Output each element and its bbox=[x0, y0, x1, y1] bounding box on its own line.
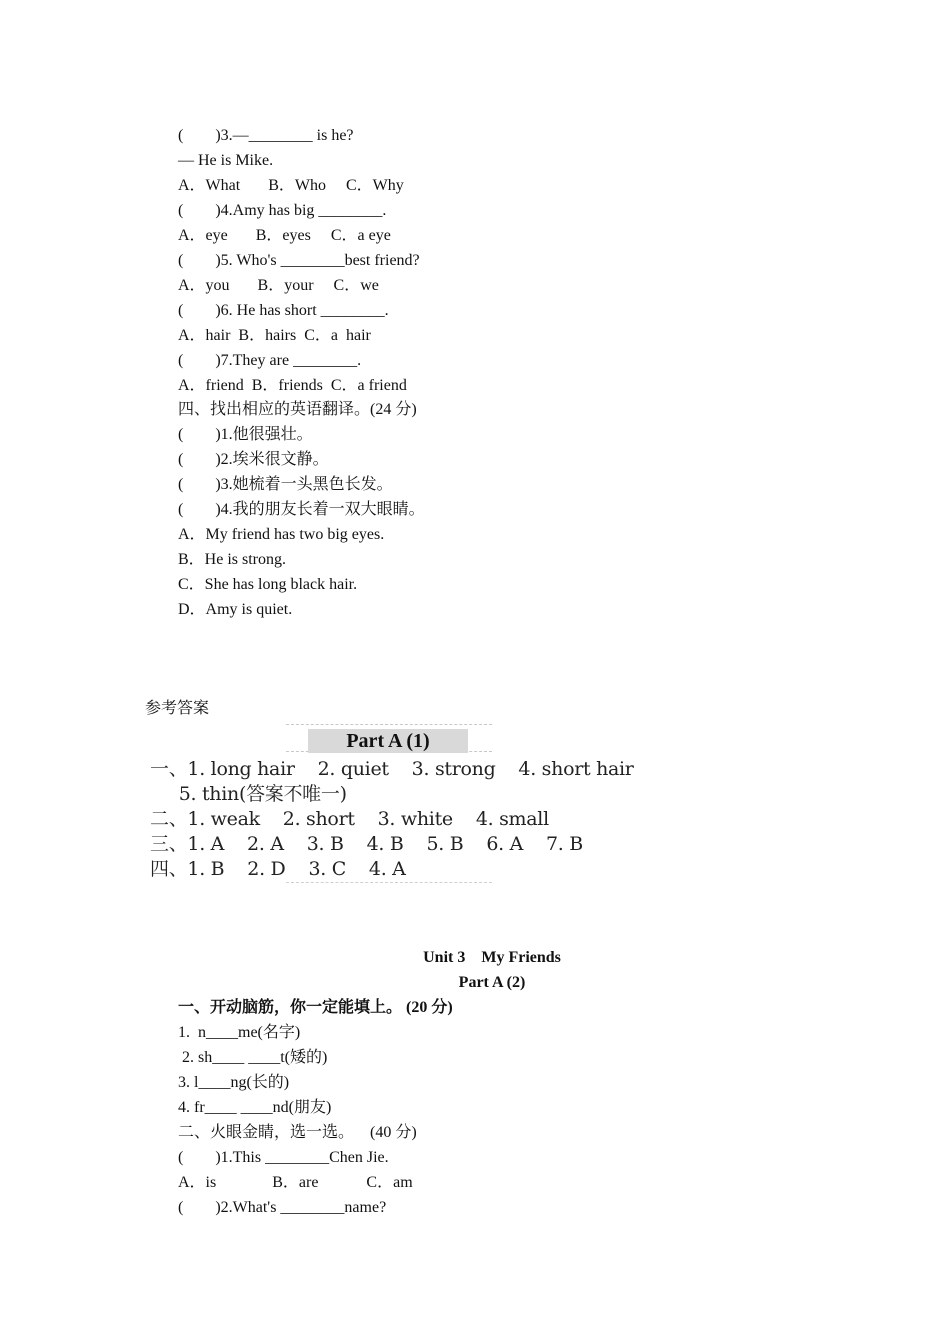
section-4-question-2: ( )2.埃米很文静。 bbox=[178, 451, 329, 468]
section-4-option-c: C．She has long black hair. bbox=[178, 576, 358, 593]
answer-line-1: 一、1. long hair 2. quiet 3. strong 4. short hair bbox=[150, 758, 634, 780]
answer-line-4: 三、1. A 2. A 3. B 4. B 5. B 6. A 7. B bbox=[150, 833, 583, 855]
question-7: ( )7.They are ________. bbox=[178, 352, 362, 369]
answer-line-3: 二、1. weak 2. short 3. white 4. small bbox=[150, 808, 549, 830]
question-3: ( )3.—________ is he? bbox=[178, 127, 354, 144]
fill-item-2: 2. sh____ ____t(矮的) bbox=[178, 1049, 328, 1066]
options-3: A．What B．Who C．Why bbox=[178, 177, 404, 194]
answer-key-image bbox=[150, 720, 634, 888]
options-5: A．you B．your C．we bbox=[178, 277, 379, 294]
fill-item-4: 4. fr____ ____nd(朋友) bbox=[178, 1099, 332, 1116]
answer-line-2: 5. thin(答案不唯一) bbox=[150, 783, 347, 805]
question-6: ( )6. He has short ________. bbox=[178, 302, 389, 319]
options-7: A．friend B．friends C．a friend bbox=[178, 377, 407, 394]
section-4-question-3: ( )3.她梳着一头黑色长发。 bbox=[178, 476, 393, 493]
question-4: ( )4.Amy has big ________. bbox=[178, 202, 387, 219]
choice-options-1: A．is B．are C．am bbox=[178, 1174, 413, 1191]
choice-question-2: ( )2.What's ________name? bbox=[178, 1199, 387, 1216]
unit-title: Unit 3 My Friends bbox=[423, 949, 561, 966]
section-4-option-b: B．He is strong. bbox=[178, 551, 287, 568]
next-section-1-title: 一、开动脑筋，你一定能填上。 (20 分) bbox=[178, 999, 453, 1016]
next-section-2-title: 二、火眼金睛，选一选。 (40 分) bbox=[178, 1124, 417, 1141]
section-4-option-a: A．My friend has two big eyes. bbox=[178, 526, 385, 543]
fill-item-3: 3. l____ng(长的) bbox=[178, 1074, 290, 1091]
answer-key-header-title: Part A (1) bbox=[308, 729, 468, 753]
section-4-title: 四、找出相应的英语翻译。(24 分) bbox=[178, 401, 417, 418]
answer-line-5: 四、1. B 2. D 3. C 4. A bbox=[150, 858, 406, 880]
options-6: A．hair B．hairs C．a hair bbox=[178, 327, 371, 344]
answer-line: — He is Mike. bbox=[178, 152, 274, 169]
fill-item-1: 1. n____me(名字) bbox=[178, 1024, 301, 1041]
options-4: A．eye B．eyes C．a eye bbox=[178, 227, 391, 244]
answer-key-divider bbox=[286, 882, 492, 883]
section-4-question-4: ( )4.我的朋友长着一双大眼睛。 bbox=[178, 501, 425, 518]
question-5: ( )5. Who's ________best friend? bbox=[178, 252, 420, 269]
section-4-question-1: ( )1.他很强壮。 bbox=[178, 426, 313, 443]
unit-subtitle: Part A (2) bbox=[458, 974, 526, 991]
answer-key-label: 参考答案 bbox=[145, 700, 210, 717]
section-4-option-d: D．Amy is quiet. bbox=[178, 601, 293, 618]
choice-question-1: ( )1.This ________Chen Jie. bbox=[178, 1149, 389, 1166]
answer-key-header bbox=[286, 724, 492, 752]
